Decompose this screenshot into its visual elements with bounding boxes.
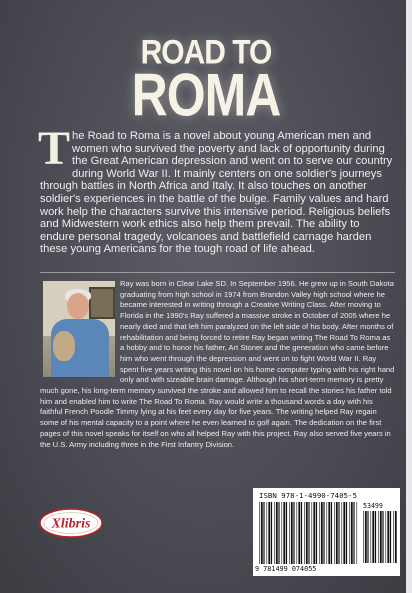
barcode-bar bbox=[378, 511, 379, 563]
barcode-bar bbox=[327, 502, 328, 564]
barcode-bar bbox=[312, 502, 313, 564]
barcode-bar bbox=[261, 502, 263, 564]
barcode-bar bbox=[380, 511, 382, 563]
barcode-bar bbox=[283, 502, 285, 564]
barcode-bar bbox=[353, 502, 354, 564]
barcode-bar bbox=[282, 502, 283, 564]
barcode-bar bbox=[365, 511, 367, 563]
photo-wall-frame bbox=[89, 287, 115, 319]
barcode-bar bbox=[367, 511, 368, 563]
synopsis-text: he Road to Roma is a novel about young American men and women who survived the poverty and lack of opportunity during the Great American depression and went on to serve our country during World War II. It mainly centers on one soldier's journeys through battles in North Africa and Italy. It also touches on another soldier's experiences in the battle of the bulge. Family values and hard work help the characters survive this intensive period. Religious beliefs and Midwestern work ethics also help them prevail. The ability to endure personal tragedy, volcanoes and battlefield carnage harden these young Americans for the tough road of life ahead. bbox=[40, 130, 393, 256]
barcode-bar bbox=[291, 502, 293, 564]
photo-face bbox=[67, 293, 89, 319]
barcode-bar bbox=[387, 511, 389, 563]
barcode-bar bbox=[372, 511, 374, 563]
barcode-bar bbox=[328, 502, 330, 564]
barcode-bar bbox=[289, 502, 290, 564]
barcode-bar bbox=[268, 502, 270, 564]
drop-cap: T bbox=[38, 122, 71, 175]
author-photo bbox=[43, 281, 115, 377]
barcode-bar bbox=[276, 502, 278, 564]
barcode-bar bbox=[319, 502, 320, 564]
barcode-bar bbox=[338, 502, 339, 564]
barcode-bar bbox=[271, 502, 272, 564]
title-line-1: ROAD TO bbox=[140, 33, 272, 72]
barcode-bar bbox=[321, 502, 323, 564]
price-code: 53499 bbox=[363, 502, 383, 510]
barcode-bar bbox=[298, 502, 300, 564]
barcode-bar bbox=[316, 502, 317, 564]
photo-poodle bbox=[53, 331, 75, 361]
barcode-bar bbox=[308, 502, 309, 564]
barcode-bar bbox=[346, 502, 347, 564]
barcode-bar bbox=[293, 502, 294, 564]
barcode-bar bbox=[393, 511, 394, 563]
isbn-label: ISBN 978-1-4990-7405-5 bbox=[259, 491, 357, 500]
logo-text: Xlibris bbox=[51, 516, 91, 532]
barcode-bar bbox=[357, 502, 358, 564]
barcode-bar bbox=[306, 502, 308, 564]
barcode-bar bbox=[375, 511, 376, 563]
barcode-bar bbox=[301, 502, 302, 564]
title-line-2: ROMA bbox=[131, 61, 281, 129]
barcode-bar bbox=[297, 502, 298, 564]
barcode-bar bbox=[304, 502, 305, 564]
barcode-bar bbox=[382, 511, 383, 563]
barcode-bars-addon bbox=[363, 511, 397, 563]
barcode-bar bbox=[336, 502, 338, 564]
barcode-bar bbox=[342, 502, 343, 564]
section-divider bbox=[40, 272, 395, 273]
barcode-bar bbox=[259, 502, 260, 564]
barcode-bar bbox=[313, 502, 315, 564]
barcode-bar bbox=[386, 511, 387, 563]
barcode-bar bbox=[395, 511, 397, 563]
barcode-bar bbox=[390, 511, 391, 563]
barcode-bar bbox=[331, 502, 332, 564]
author-bio-text: Ray was born in Clear Lake SD. In September 1956. He grew up in South Dakota graduating from high school in 1974 from Brandon Valley high school where he became interested in writing through a Creative Writing Class. After moving to Florida in the 1990's Ray suffered a massive stroke in October of 2005 where he nearly died and that left him paralyzed on the left side of his body. After months of rehabilitation and being forced to retire Ray began writing The Road To Roma as a hobby and to honor his father, Art Stoner and the generation who came before him who went through the depression and went on to fight World War II. Ray spent five years writing this novel on his home computer typing with his right hand only and with sizeable brain damage. Although his short-term memory is pretty much gone, his long-term memory survived the stroke and allowed him to recall the stories his father told him and enabled him to write The Road To Roma. Ray would write a thousand words a day with his faithful French Poodle Timmy lying at his feet every day for five years. The writing helped Ray regain some of his mental capacity to a point where he even learned to golf again. The dedication on the first pages of this novel speaks for itself on who all helped Ray with this project. Ray also served five years in the U.S. Army including three in the First Infantry Division. bbox=[40, 279, 395, 449]
isbn-digits: 9 781499 074055 bbox=[255, 565, 317, 573]
barcode-bar bbox=[349, 502, 350, 564]
barcode-bar bbox=[334, 502, 335, 564]
barcode-bar bbox=[343, 502, 345, 564]
isbn-barcode bbox=[253, 488, 400, 576]
synopsis bbox=[38, 122, 395, 256]
barcode-bar bbox=[371, 511, 372, 563]
barcode-bar bbox=[274, 502, 275, 564]
barcode-bar bbox=[363, 511, 364, 563]
barcode-bar bbox=[351, 502, 353, 564]
barcode-bars-main bbox=[259, 502, 359, 564]
xlibris-logo bbox=[38, 506, 104, 540]
barcode-bar bbox=[286, 502, 287, 564]
barcode-bar bbox=[267, 502, 268, 564]
barcode-bar bbox=[278, 502, 279, 564]
barcode-bar bbox=[263, 502, 264, 564]
barcode-bar bbox=[323, 502, 324, 564]
